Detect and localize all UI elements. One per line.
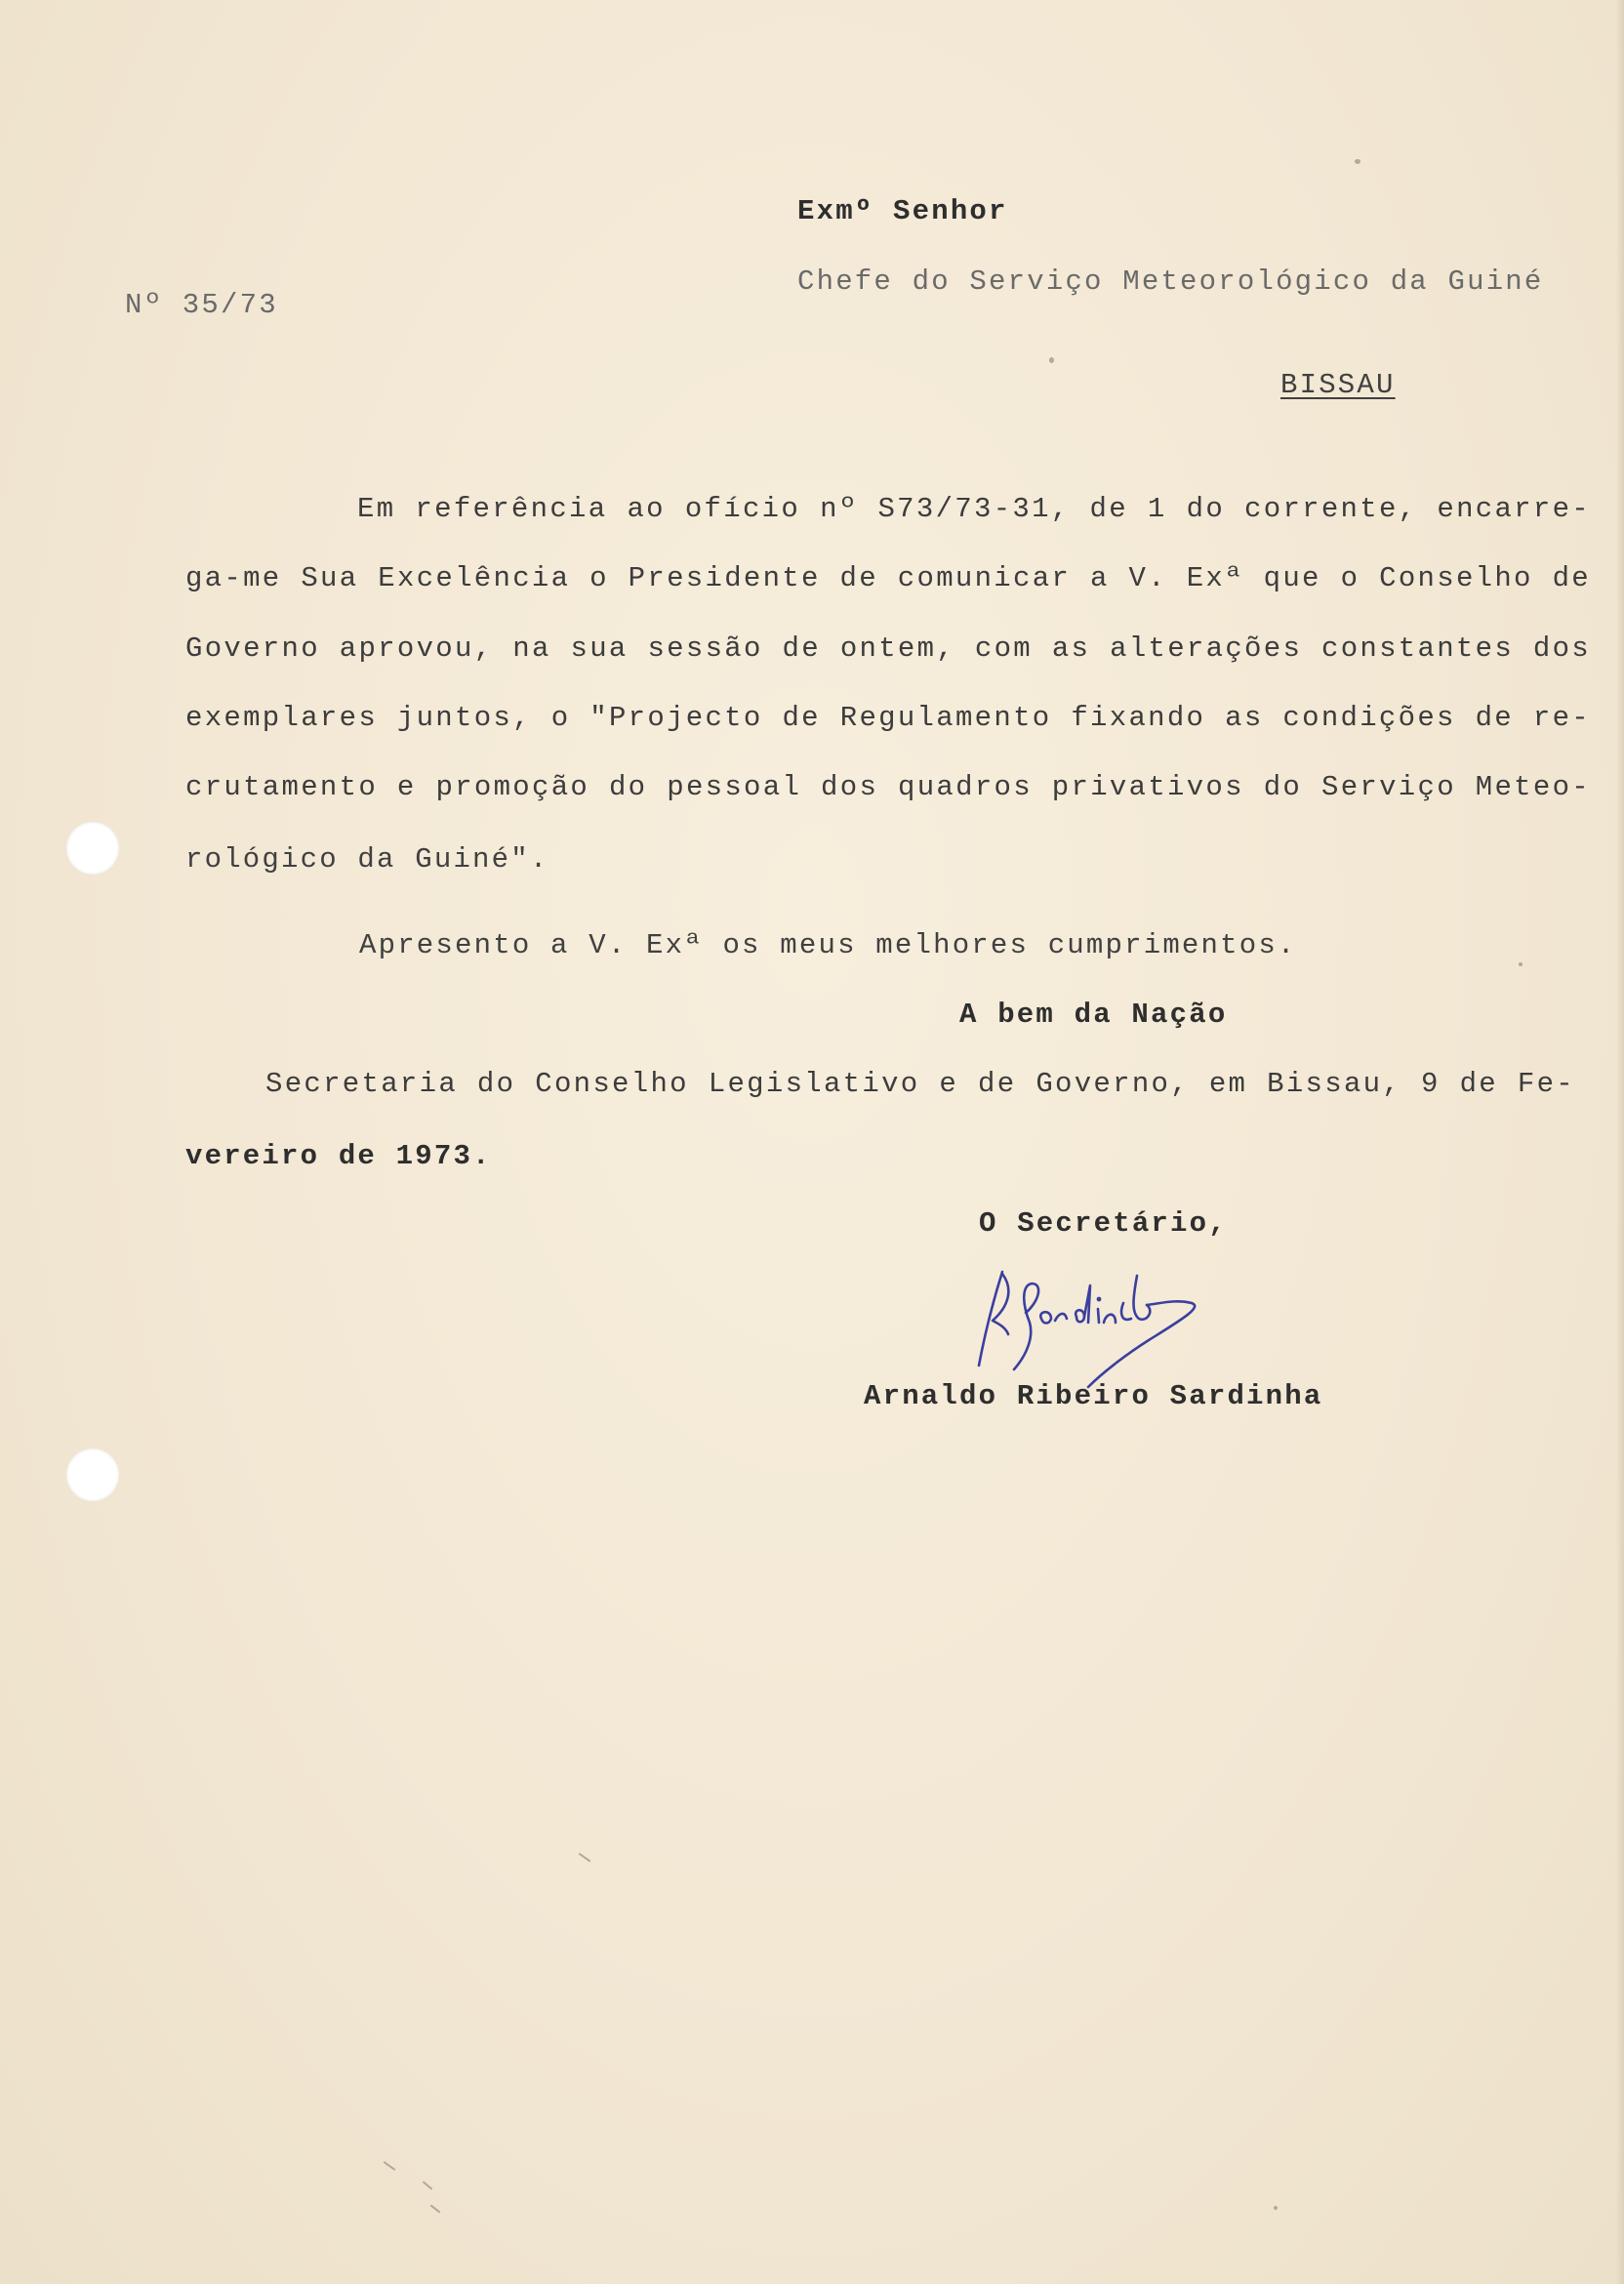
punch-hole-top [66, 822, 119, 875]
place-date-line-1: Secretaria do Conselho Legislativo e de Governo, em Bissau, 9 de Fe- [265, 1068, 1575, 1100]
paper-speck [1049, 357, 1054, 363]
body-line-3: Governo aprovou, na sua sessão de ontem, com as alterações constantes dos [185, 632, 1591, 665]
paper-speck [1519, 962, 1522, 966]
place-date-line-2: vereiro de 1973. [185, 1140, 492, 1172]
signer-name: Arnaldo Ribeiro Sardinha [864, 1380, 1323, 1412]
motto: A bem da Nação [959, 999, 1228, 1031]
recipient: Chefe do Serviço Meteorológico da Guiné [797, 265, 1544, 298]
body-line-4: exemplares juntos, o "Projecto de Regulamento fixando as condições de re- [185, 702, 1591, 734]
body-line-6: rológico da Guiné". [185, 843, 549, 876]
paper-speck [1274, 2206, 1278, 2210]
paper-speck [1355, 159, 1360, 164]
body-line-2: ga-me Sua Excelência o Presidente de comunicar a V. Exª que o Conselho de [185, 562, 1591, 594]
city: BISSAU [1280, 369, 1396, 401]
paper-edge [1616, 0, 1624, 2284]
paper-speck [430, 2205, 441, 2214]
punch-hole-bottom [66, 1448, 119, 1501]
body-line-1: Em referência ao ofício nº S73/73-31, de 1 do corrente, encarre- [357, 493, 1591, 525]
signer-title: O Secretário, [979, 1207, 1228, 1240]
reference-number: Nº 35/73 [125, 289, 278, 321]
paper-speck [579, 1853, 591, 1862]
closing-greeting: Apresento a V. Exª os meus melhores cumprimentos. [359, 929, 1297, 961]
salutation: Exmº Senhor [797, 195, 1008, 227]
paper-speck [423, 2181, 432, 2189]
body-line-5: crutamento e promoção do pessoal dos quadros privativos do Serviço Meteo- [185, 771, 1591, 803]
paper-speck [384, 2161, 396, 2171]
